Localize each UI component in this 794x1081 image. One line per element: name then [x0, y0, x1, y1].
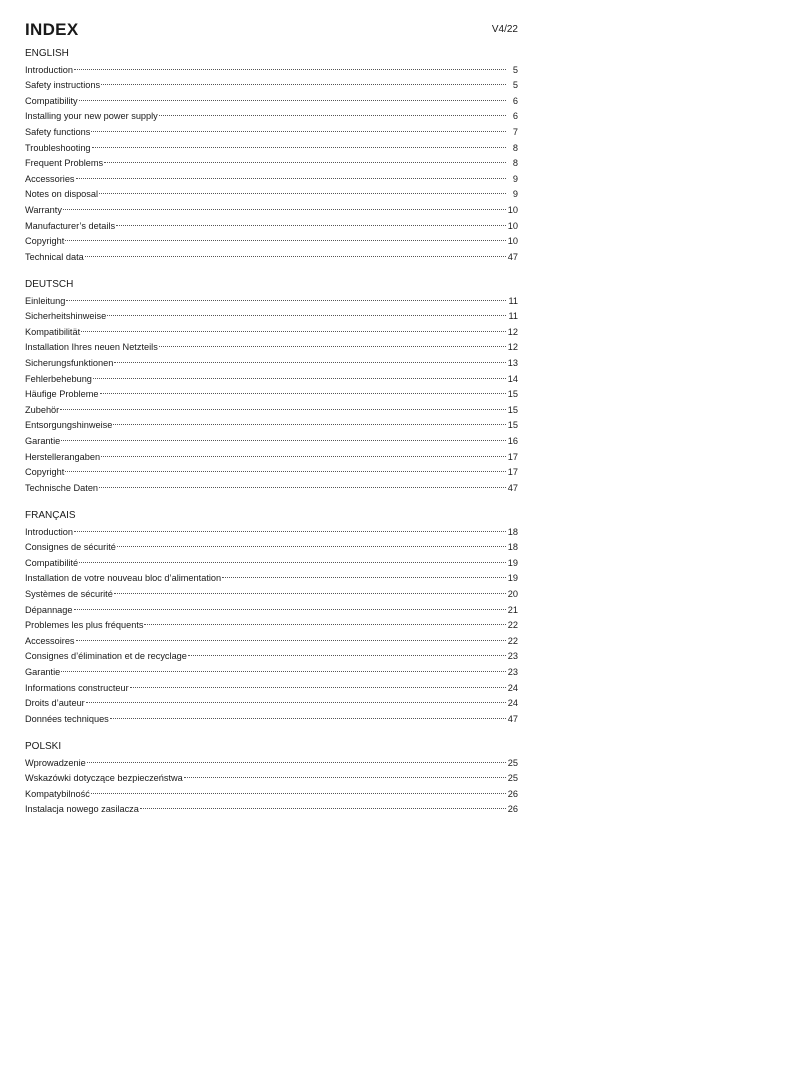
- toc-entry-label: Copyright: [25, 467, 65, 478]
- toc-entry-label: Notes on disposal: [25, 189, 99, 200]
- dot-leader: [159, 338, 506, 350]
- toc-entry-label: Garantie: [25, 666, 61, 677]
- toc-entry[interactable]: [25, 569, 518, 585]
- toc-entry[interactable]: [25, 247, 518, 263]
- dot-leader: [114, 585, 506, 597]
- toc-entry-label: Introduction: [25, 526, 74, 537]
- toc-entry-label: Wprowadzenie: [25, 757, 86, 768]
- toc-entry[interactable]: [25, 416, 518, 432]
- toc-entry-label: Consignes de sécurité: [25, 542, 116, 553]
- toc-entry-page-number: 9: [512, 173, 518, 184]
- dot-leader: [81, 323, 506, 335]
- toc-entry-page-number: 17: [507, 467, 518, 478]
- toc-entry[interactable]: [25, 478, 518, 494]
- toc-entry-label: Entsorgungshinweise: [25, 420, 113, 431]
- toc-entry[interactable]: [25, 753, 518, 769]
- toc-entry-label: Introduction: [25, 64, 74, 75]
- toc-entry-label: Systèmes de sécurité: [25, 589, 113, 599]
- dot-leader: [184, 769, 506, 781]
- toc-entry-page-number: 9: [512, 189, 518, 200]
- toc-entry-page-number: 23: [507, 651, 518, 662]
- toc-entry-page-number: 10: [507, 204, 518, 215]
- dot-leader: [66, 291, 506, 303]
- page-header: [25, 20, 518, 42]
- toc-entry[interactable]: [25, 60, 518, 76]
- toc-entry[interactable]: [25, 307, 518, 323]
- toc-entry-label: Accessories: [25, 173, 75, 184]
- toc-section-deutsch: [25, 279, 518, 494]
- toc-entry-page-number: 15: [507, 389, 518, 400]
- dot-leader: [99, 185, 506, 197]
- dot-leader: [74, 60, 506, 72]
- toc-entry[interactable]: [25, 216, 518, 232]
- section-heading: POLSKI: [25, 741, 62, 753]
- toc-entry-label: Données techniques: [25, 713, 109, 724]
- toc-entry-label: Instalacja nowego zasilacza: [25, 804, 139, 815]
- toc-entry-label: Safety functions: [25, 126, 91, 137]
- toc-section-francais: [25, 510, 518, 725]
- toc-entry-page-number: 12: [507, 342, 518, 353]
- dot-leader: [110, 709, 506, 721]
- toc-entry-label: Warranty: [25, 204, 62, 215]
- toc-entry-label: Fehlerbehebung: [25, 373, 92, 384]
- dot-leader: [79, 91, 506, 103]
- toc-entry-page-number: 5: [512, 80, 518, 91]
- dot-leader: [159, 107, 506, 119]
- toc-entry-label: Häufige Probleme: [25, 389, 99, 400]
- dot-leader: [104, 154, 506, 166]
- toc-entry-label: Consignes d’élimination et de recyclage: [25, 651, 187, 662]
- toc-entry[interactable]: [25, 463, 518, 479]
- toc-entry-label: Sicherungsfunktionen: [25, 357, 114, 368]
- toc-entry-label: Installation de votre nouveau bloc d’alimentation: [25, 573, 222, 584]
- toc-entry-page-number: 21: [507, 604, 518, 615]
- toc-entry-page-number: 10: [507, 220, 518, 231]
- toc-entry-label: Compatibilité: [25, 557, 79, 568]
- toc-entry[interactable]: [25, 616, 518, 632]
- toc-entry-label: Garantie: [25, 435, 61, 446]
- toc-entry[interactable]: [25, 369, 518, 385]
- toc-entry-page-number: 22: [507, 620, 518, 631]
- toc-entry[interactable]: [25, 400, 518, 416]
- toc-entry[interactable]: [25, 769, 518, 785]
- table-of-contents: [25, 48, 518, 816]
- toc-entry[interactable]: [25, 123, 518, 139]
- toc-entry-label: Informations constructeur: [25, 682, 129, 693]
- toc-entry[interactable]: [25, 169, 518, 185]
- toc-entry-label: Kompatibilität: [25, 326, 81, 337]
- toc-entry-page-number: 12: [507, 326, 518, 337]
- toc-entry-label: Dépannage: [25, 604, 73, 615]
- dot-leader: [86, 694, 506, 706]
- toc-entry-label: Frequent Problems: [25, 158, 104, 169]
- toc-entry[interactable]: [25, 447, 518, 463]
- dot-leader: [92, 138, 506, 150]
- toc-entry[interactable]: [25, 631, 518, 647]
- toc-entry-page-number: 16: [507, 435, 518, 446]
- toc-entry-page-number: 15: [507, 404, 518, 415]
- toc-entry-page-number: 17: [507, 451, 518, 462]
- toc-entry-page-number: 47: [507, 251, 518, 262]
- toc-entry-page-number: 26: [507, 788, 518, 799]
- dot-leader: [101, 447, 506, 459]
- dot-leader: [85, 247, 506, 259]
- toc-entry-label: Copyright: [25, 236, 65, 247]
- toc-entry[interactable]: [25, 694, 518, 710]
- toc-entry-label: Zubehör: [25, 404, 60, 415]
- toc-entry-label: Installation Ihres neuen Netzteils: [25, 342, 158, 353]
- toc-entry-label: Sicherheitshinweise: [25, 311, 107, 322]
- toc-entry-page-number: 22: [507, 635, 518, 646]
- toc-entry[interactable]: [25, 432, 518, 448]
- dot-leader: [99, 478, 506, 490]
- page-title: INDEX: [25, 20, 79, 39]
- dot-leader: [61, 432, 506, 444]
- toc-entry-page-number: 14: [507, 373, 518, 384]
- dot-leader: [76, 169, 506, 181]
- toc-entry[interactable]: [25, 185, 518, 201]
- dot-leader: [79, 554, 506, 566]
- toc-entry-label: Troubleshooting: [25, 142, 91, 153]
- toc-entry-page-number: 24: [507, 682, 518, 693]
- toc-entry-label: Problemes les plus fréquents: [25, 620, 144, 631]
- toc-entry-page-number: 10: [507, 236, 518, 247]
- dot-leader: [140, 800, 506, 812]
- toc-entry[interactable]: [25, 385, 518, 401]
- toc-entry[interactable]: [25, 600, 518, 616]
- toc-entry-page-number: 47: [507, 482, 518, 493]
- toc-entry-page-number: 23: [507, 666, 518, 677]
- toc-entry[interactable]: [25, 678, 518, 694]
- toc-entry-label: Technical data: [25, 251, 84, 262]
- toc-entry[interactable]: [25, 107, 518, 123]
- dot-leader: [107, 307, 506, 319]
- dot-leader: [65, 232, 506, 244]
- dot-leader: [130, 678, 506, 690]
- toc-entry-page-number: 24: [507, 698, 518, 709]
- toc-entry[interactable]: [25, 138, 518, 154]
- dot-leader: [63, 201, 506, 213]
- toc-entry-page-number: 5: [512, 64, 518, 75]
- toc-entry[interactable]: [25, 554, 518, 570]
- dot-leader: [87, 753, 506, 765]
- toc-entry[interactable]: [25, 647, 518, 663]
- dot-leader: [93, 369, 506, 381]
- dot-leader: [65, 463, 506, 475]
- dot-leader: [61, 663, 506, 675]
- toc-entry[interactable]: [25, 291, 518, 307]
- dot-leader: [188, 647, 506, 659]
- toc-entry[interactable]: [25, 91, 518, 107]
- toc-entry-page-number: 19: [507, 573, 518, 584]
- toc-entry-label: Einleitung: [25, 295, 66, 306]
- toc-entry-page-number: 19: [507, 557, 518, 568]
- section-heading: FRANÇAIS: [25, 510, 76, 522]
- toc-entry-label: Wskazówki dotyczące bezpieczeństwa: [25, 773, 183, 784]
- toc-entry[interactable]: [25, 709, 518, 725]
- toc-entry-page-number: 13: [507, 357, 518, 368]
- dot-leader: [100, 385, 506, 397]
- toc-entry-label: Kompatybilność: [25, 788, 90, 799]
- dot-leader: [101, 76, 506, 88]
- dot-leader: [113, 416, 506, 428]
- toc-entry-label: Installing your new power supply: [25, 111, 158, 122]
- toc-entry-page-number: 20: [507, 589, 518, 599]
- toc-entry-page-number: 11: [508, 311, 518, 322]
- toc-entry[interactable]: [25, 232, 518, 248]
- toc-entry-label: Accessoires: [25, 635, 75, 646]
- toc-entry-page-number: 7: [512, 126, 518, 137]
- toc-entry-label: Manufacturer’s details: [25, 220, 116, 231]
- toc-entry[interactable]: [25, 201, 518, 217]
- toc-entry[interactable]: [25, 76, 518, 92]
- toc-entry-page-number: 8: [512, 158, 518, 169]
- section-heading: ENGLISH: [25, 48, 69, 59]
- toc-entry-label: Safety instructions: [25, 80, 101, 91]
- toc-entry-page-number: 26: [507, 804, 518, 815]
- toc-entry[interactable]: [25, 154, 518, 170]
- dot-leader: [76, 631, 506, 643]
- toc-entry[interactable]: [25, 785, 518, 801]
- toc-entry[interactable]: [25, 538, 518, 554]
- toc-entry[interactable]: [25, 323, 518, 339]
- dot-leader: [91, 123, 506, 135]
- toc-entry-page-number: 25: [507, 773, 518, 784]
- dot-leader: [74, 600, 506, 612]
- dot-leader: [60, 400, 506, 412]
- toc-entry-page-number: 11: [508, 295, 518, 306]
- toc-entry[interactable]: [25, 338, 518, 354]
- toc-section-english: [25, 48, 518, 263]
- dot-leader: [222, 569, 506, 581]
- dot-leader: [117, 538, 506, 550]
- dot-leader: [116, 216, 506, 228]
- toc-entry-label: Compatibility: [25, 95, 78, 106]
- dot-leader: [74, 522, 506, 534]
- toc-entry-page-number: 15: [507, 420, 518, 431]
- dot-leader: [91, 785, 506, 797]
- toc-entry[interactable]: [25, 800, 518, 816]
- toc-entry-page-number: 47: [507, 713, 518, 724]
- version-label: V4/22: [491, 24, 518, 35]
- toc-entry-page-number: 8: [512, 142, 518, 153]
- toc-entry[interactable]: [25, 522, 518, 538]
- section-heading: DEUTSCH: [25, 279, 74, 291]
- toc-entry[interactable]: [25, 354, 518, 370]
- toc-entry-page-number: 18: [507, 542, 518, 553]
- toc-entry-page-number: 6: [512, 111, 518, 122]
- dot-leader: [114, 354, 506, 366]
- toc-entry-label: Herstellerangaben: [25, 451, 101, 462]
- index-page: [25, 20, 518, 816]
- dot-leader: [144, 616, 506, 628]
- toc-entry-page-number: 18: [507, 526, 518, 537]
- toc-entry-page-number: 6: [512, 95, 518, 106]
- toc-entry-label: Technische Daten: [25, 482, 99, 493]
- toc-entry[interactable]: [25, 585, 518, 601]
- toc-section-polski: [25, 741, 518, 816]
- toc-entry-label: Droits d’auteur: [25, 698, 85, 709]
- toc-entry-page-number: 25: [507, 757, 518, 768]
- toc-entry[interactable]: [25, 663, 518, 679]
